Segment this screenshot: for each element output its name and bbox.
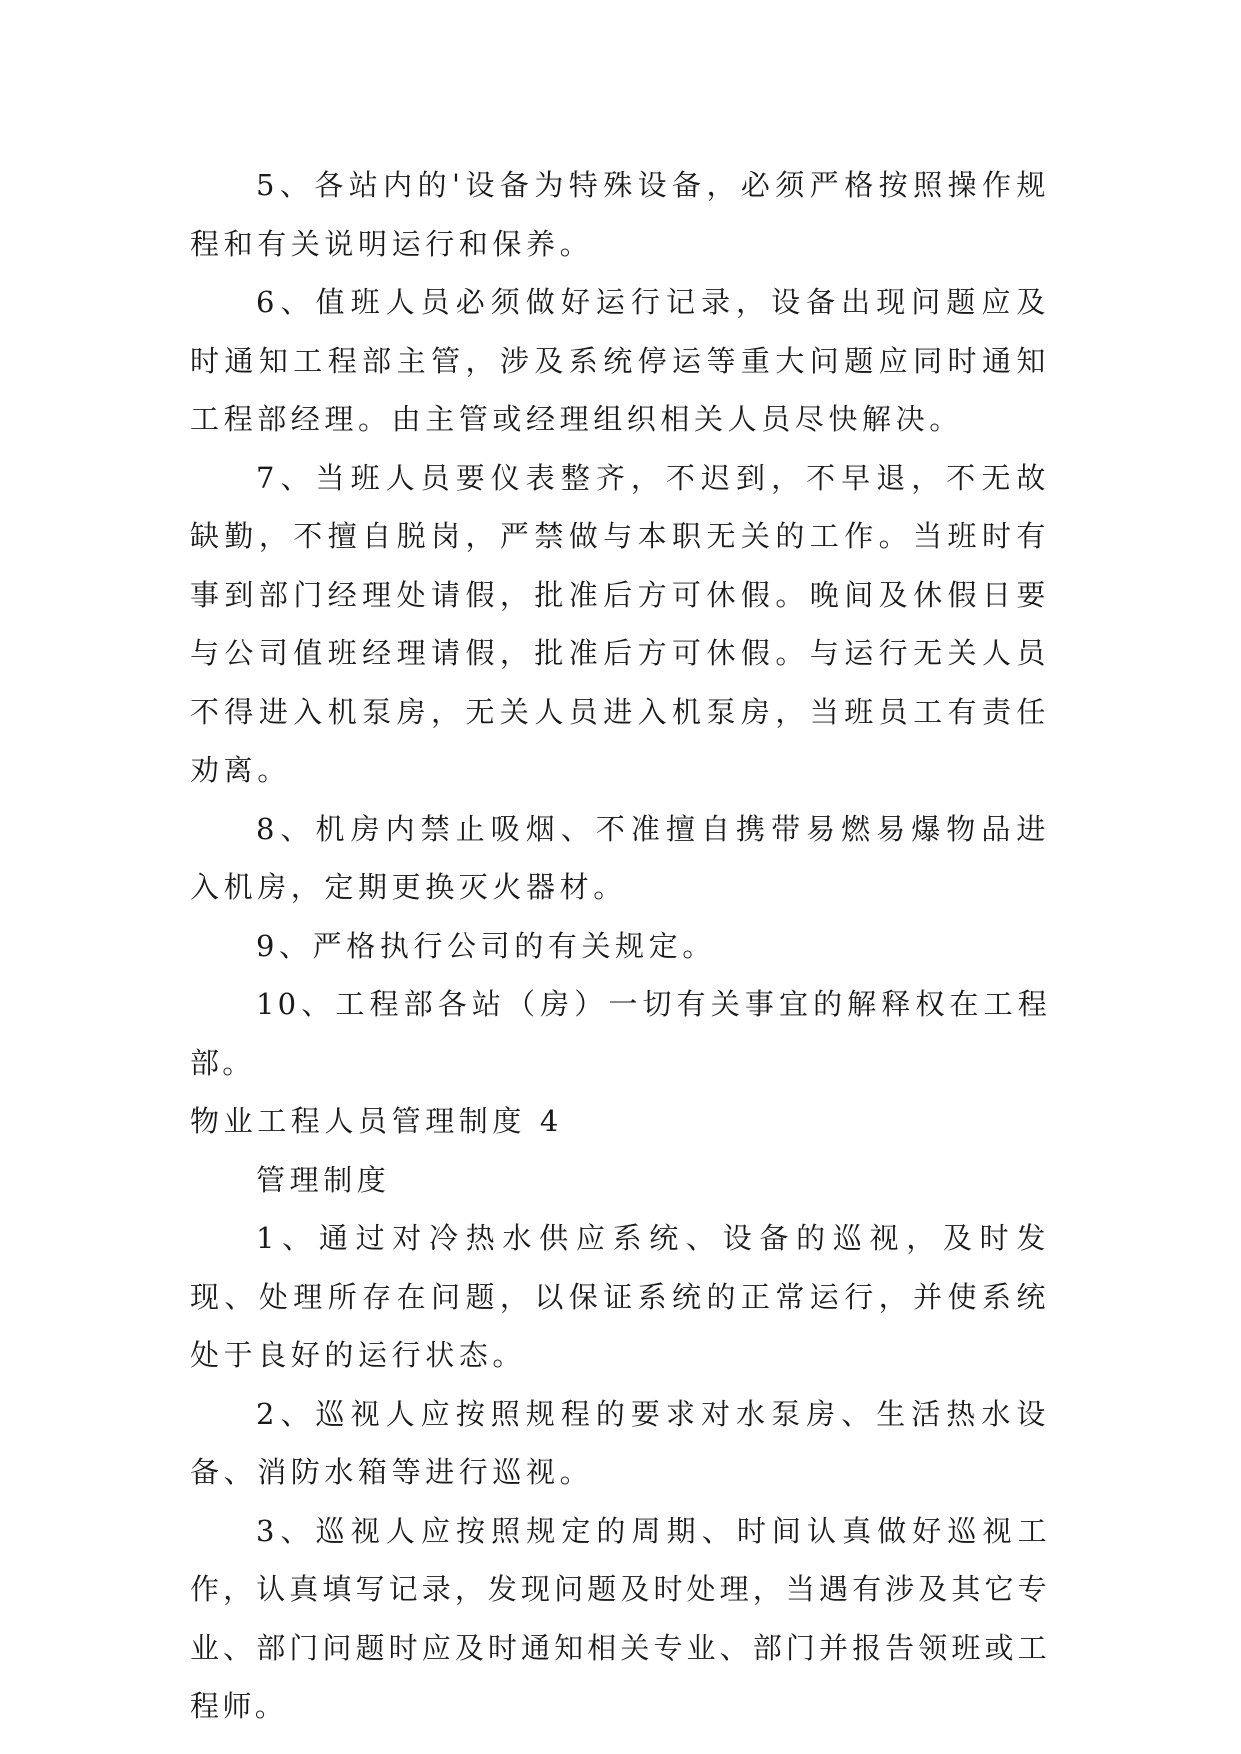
subsection-heading: 管理制度	[256, 1162, 391, 1197]
paragraph-item-5: 5、各站内的'设备为特殊设备，必须严格按照操作规程和有关说明运行和保养。	[190, 168, 1050, 261]
paragraph-item-10: 10、工程部各站（房）一切有关事宜的解释权在工程部。	[190, 987, 1050, 1080]
paragraph-item-1: 1、通过对冷热水供应系统、设备的巡视，及时发现、处理所存在问题，以保证系统的正常运行，并使系统处于良好的运行状态。	[190, 1221, 1050, 1372]
paragraph-item-6: 6、值班人员必须做好运行记录，设备出现问题应及时通知工程部主管，涉及系统停运等重大问题应同时通知工程部经理。由主管或经理组织相关人员尽快解决。	[190, 285, 1050, 436]
paragraph-item-9: 9、严格执行公司的有关规定。	[256, 928, 716, 963]
paragraph-item-3: 3、巡视人应按照规定的周期、时间认真做好巡视工作，认真填写记录，发现问题及时处理，当遇有涉及其它专业、部门问题时应及时通知相关专业、部门并报告领班或工程师。	[190, 1513, 1050, 1723]
section-heading: 物业工程人员管理制度 4	[190, 1104, 563, 1138]
paragraph-item-8: 8、机房内禁止吸烟、不准擅自携带易燃易爆物品进入机房，定期更换灭火器材。	[190, 811, 1050, 904]
document-body	[190, 156, 1050, 1736]
paragraph-item-7: 7、当班人员要仪表整齐，不迟到，不早退，不无故缺勤，不擅自脱岗，严禁做与本职无关的工作。当班时有事到部门经理处请假，批准后方可休假。晚间及休假日要与公司值班经理请假，批准后方可休假。与运行无关人员不得进入机泵房，无关人员进入机泵房，当班员工有责任劝离。	[190, 460, 1050, 787]
paragraph-item-2: 2、巡视人应按照规程的要求对水泵房、生活热水设备、消防水箱等进行巡视。	[190, 1396, 1050, 1489]
